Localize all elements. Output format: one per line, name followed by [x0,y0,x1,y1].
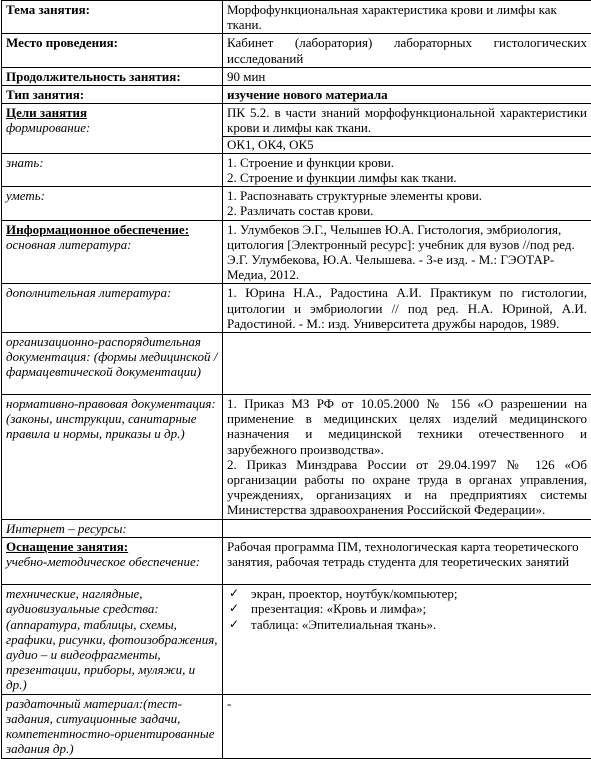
goals-label-cell [2,104,223,154]
topic-value: Морфофункциональная характеристика крови и лимфы как ткани. [227,2,557,32]
lesson-plan-table [1,0,591,759]
type-label-cell [2,86,223,104]
know-item: 2. Строение и функции лимфы как ткани. [227,170,587,185]
check-icon: ✓ [229,586,245,601]
row-org-docs [2,333,591,395]
topic-label-cell [2,1,223,34]
extra-lit-value: 1. Юрина Н.А., Радостина А.И. Практикум по гистологии, цитологии и эмбриологии // под ред. Н.А. Юриной, А.И. Радостиной. - М.: изд. Университета дружбы народов, 1989. [227,285,587,330]
equipment-label: Оснащение занятия: [6,539,218,554]
extra-lit-label-cell [2,284,223,333]
equipment-value: Рабочая программа ПМ, технологическая карта теоретического занятия, рабочая тетрадь студента для теоретических занятий [227,539,579,569]
duration-value: 90 мин [227,69,265,84]
tech-label: технические, наглядные, аудиовизуальные средства: (аппаратура, таблицы, схемы, графики, рисунки, фотоизображения, аудио – и видеофрагменты, презентации, приборы, муляжи, и др.) [6,586,218,692]
goals-sublabel: формирование: [6,120,218,135]
row-duration [2,67,591,85]
tech-item: таблица: «Эпителиальная ткань». [251,617,436,632]
duration-label: Продолжительность занятия: [6,69,181,84]
main-literature-value: 1. Улумбеков Э.Г., Челышев Ю.А. Гистология, эмбриология, цитология [Электронный ресурс]: учебник для вузов //под ред. Э.Г. Улумбекова, Ю.А. Челышева. - 3-е изд. - М.: ГЭОТАР-Медиа, 2012. [227,222,575,283]
legal-doc-2: 2. Приказ Минздрава России от 29.04.1997 № 126 «Об организации работы по охране труда в органах управления, учреждениях, организациях и на предприятиях системы Министерства здравоохранения Российской Федерации». [227,457,587,518]
place-value-cell [223,34,591,67]
tech-label-cell [2,585,223,694]
can-item: 2. Различать состав крови. [227,203,587,218]
row-can [2,187,591,220]
legal-docs-value-cell [223,395,591,520]
list-item [227,617,587,632]
extra-lit-value-cell [223,284,591,333]
legal-docs-label: нормативно-правовая документация: (законы, инструкции, санитарные правила и нормы, приказы и др.) [6,396,216,441]
org-docs-value-cell [223,333,591,395]
topic-label: Тема занятия: [6,2,90,17]
place-value: Кабинет (лаборатория) лабораторных гистологических исследований [227,35,587,65]
tech-item: презентация: «Кровь и лимфа»; [251,601,426,616]
row-tech-means [2,585,591,694]
handout-label: раздаточный материал:(тест-задания, ситуационные задачи, компетентностно-ориентированные задания др.) [6,696,215,757]
check-icon: ✓ [229,617,245,632]
info-sublabel: основная литература: [6,237,218,252]
row-internet [2,520,591,538]
legal-docs-label-cell [2,395,223,520]
row-topic [2,1,591,34]
row-lesson-type [2,86,591,104]
equipment-label-cell [2,538,223,585]
handout-value-cell [223,694,591,758]
info-label-cell [2,220,223,284]
type-value: изучение нового материала [227,87,388,102]
type-label: Тип занятия: [6,87,84,102]
know-value-cell [223,153,591,186]
tech-value-cell [223,585,591,694]
goals-value-cell [223,104,591,154]
goals-value-1: ПК 5.2. в части знаний морфофункциональной характеристики крови и лимфы как ткани. [227,105,587,135]
row-extra-literature [2,284,591,333]
place-label: Место проведения: [6,35,118,50]
row-legal-docs [2,395,591,520]
internet-label-cell [2,520,223,538]
duration-label-cell [2,67,223,85]
info-value-cell [223,220,591,284]
row-info-main-literature [2,220,591,284]
can-item: 1. Распознавать структурные элементы крови. [227,188,587,203]
equipment-value-cell [223,538,591,585]
can-value-cell [223,187,591,220]
duration-value-cell [223,67,591,85]
internet-label: Интернет – ресурсы: [6,521,127,536]
row-handout [2,694,591,758]
list-item [227,601,587,616]
row-know [2,153,591,186]
type-value-cell [223,86,591,104]
internet-value-cell [223,520,591,538]
row-equipment [2,538,591,585]
know-label: знать: [6,155,44,170]
can-label-cell [2,187,223,220]
handout-value: - [227,696,231,711]
row-goals [2,104,591,154]
handout-label-cell [2,694,223,758]
equipment-sublabel: учебно-методическое обеспечение: [6,554,218,569]
list-item [227,586,587,601]
check-icon: ✓ [229,601,245,616]
know-label-cell [2,153,223,186]
info-label: Информационное обеспечение: [6,222,218,237]
org-docs-label-cell [2,333,223,395]
org-docs-label: организационно-распорядительная документация: (формы медицинской /фармацевтической документации) [6,334,217,379]
row-place [2,34,591,67]
goals-value-2: ОК1, ОК4, ОК5 [223,136,591,152]
can-label: уметь: [6,188,45,203]
know-item: 1. Строение и функции крови. [227,155,587,170]
extra-lit-label: дополнительная литература: [6,285,171,300]
legal-doc-1: 1. Приказ МЗ РФ от 10.05.2000 № 156 «О разрешении на применение в медицинских целях изделий медицинского назначения и медицинской техники отечественного и зарубежного производства». [227,396,587,457]
tech-item: экран, проектор, ноутбук/компьютер; [251,586,457,601]
tech-list [227,586,587,632]
topic-value-cell [223,1,591,34]
goals-label: Цели занятия [6,105,218,120]
place-label-cell [2,34,223,67]
